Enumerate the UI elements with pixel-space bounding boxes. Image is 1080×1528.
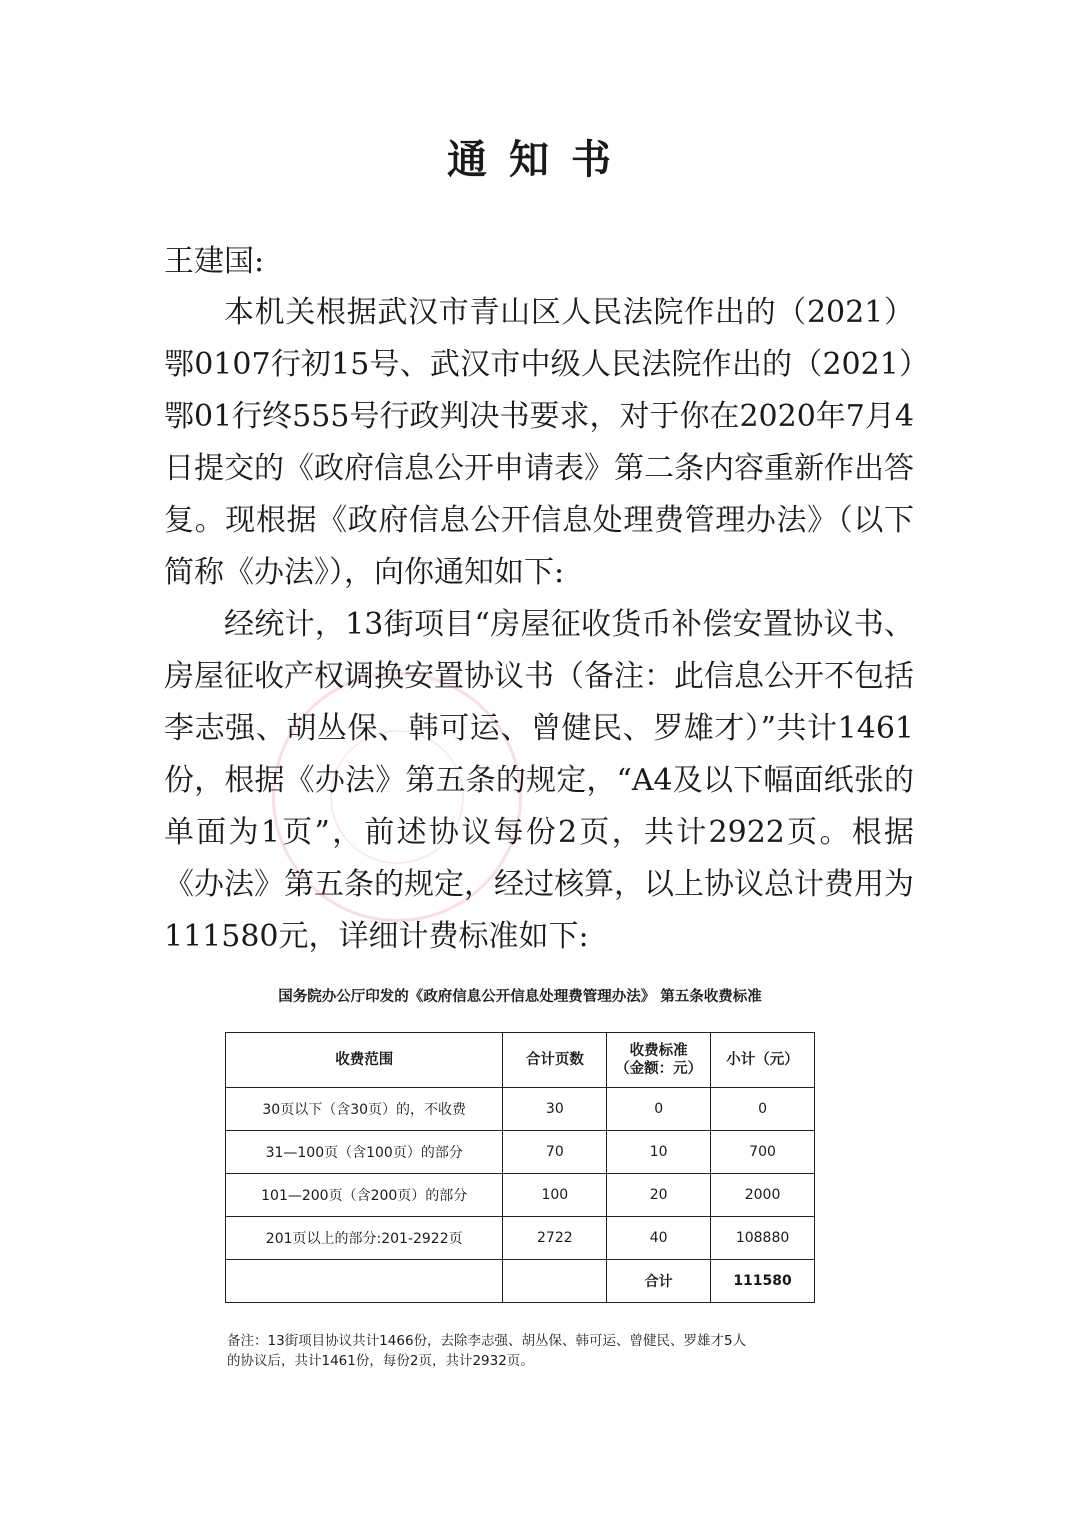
cell-range: 101—200页（含200页）的部分: [226, 1174, 503, 1217]
footnote-line-1: 备注：13街项目协议共计1466份，去除李志强、胡丛保、韩可运、曾健民、罗雄才5人: [227, 1333, 747, 1349]
total-label: 合计: [607, 1260, 711, 1303]
fee-table-title: 国务院办公厅印发的《政府信息公开信息处理费管理办法》 第五条收费标准: [278, 989, 762, 1005]
cell-rate: 40: [607, 1217, 711, 1260]
footnote-line-2: 的协议后，共计1461份，每份2页，共计2932页。: [227, 1353, 534, 1369]
cell-pages: 100: [503, 1174, 607, 1217]
total-value: 111580: [711, 1260, 815, 1303]
header-pages: 合计页数: [503, 1033, 607, 1088]
header-rate: 收费标准 （金额：元）: [607, 1033, 711, 1088]
cell-rate: 0: [607, 1088, 711, 1131]
paragraph-2: 经统计，13街项目“房屋征收货币补偿安置协议书、房屋征收产权调换安置协议书（备注：此信息公开不包括李志强、胡丛保、韩可运、曾健民、罗雄才）”共计1461份，根据《办法》第五条的规定，“A4及以下幅面纸张的单面为1页”，前述协议每份2页，共计2922页。根据《办法》第五条的规定，经过核算，以上协议总计费用为111580元，详细计费标准如下:: [164, 607, 914, 954]
cell-range: 30页以下（含30页）的，不收费: [226, 1088, 503, 1131]
addressee: 王建国:: [164, 244, 265, 279]
table-row: [226, 1131, 815, 1174]
header-subtotal: 小计（元）: [711, 1033, 815, 1088]
document-title: 通知书: [447, 136, 633, 183]
cell-range: 201页以上的部分:201-2922页: [226, 1217, 503, 1260]
cell-subtotal: 700: [711, 1131, 815, 1174]
table-row: [226, 1088, 815, 1131]
cell-empty: [503, 1260, 607, 1303]
cell-rate: 20: [607, 1174, 711, 1217]
total-row: [226, 1260, 815, 1303]
fee-table-header-row: [226, 1033, 815, 1088]
cell-range: 31—100页（含100页）的部分: [226, 1131, 503, 1174]
fee-table: [225, 1032, 815, 1303]
body-text: [164, 287, 914, 963]
cell-pages: 2722: [503, 1217, 607, 1260]
cell-pages: 30: [503, 1088, 607, 1131]
table-row: [226, 1174, 815, 1217]
cell-rate: 10: [607, 1131, 711, 1174]
cell-empty: [226, 1260, 503, 1303]
header-range: 收费范围: [226, 1033, 503, 1088]
cell-subtotal: 2000: [711, 1174, 815, 1217]
cell-subtotal: 0: [711, 1088, 815, 1131]
paragraph-1: 本机关根据武汉市青山区人民法院作出的（2021）鄂0107行初15号、武汉市中级人民法院作出的（2021）鄂01行终555号行政判决书要求，对于你在2020年7月4日提交的《政府信息公开申请表》第二条内容重新作出答复。现根据《政府信息公开信息处理费管理办法》（以下简称《办法》），向你通知如下:: [164, 295, 914, 590]
table-row: [226, 1217, 815, 1260]
cell-subtotal: 108880: [711, 1217, 815, 1260]
footnote: [227, 1331, 827, 1371]
cell-pages: 70: [503, 1131, 607, 1174]
